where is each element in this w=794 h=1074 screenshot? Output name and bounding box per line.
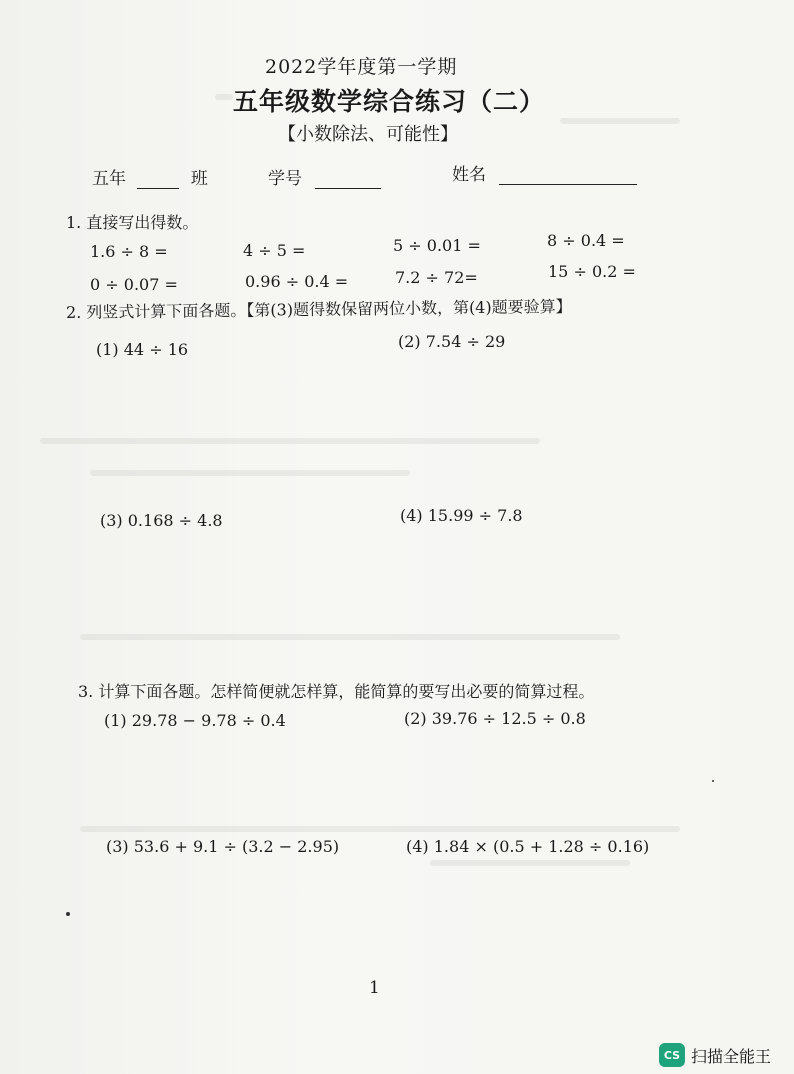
simplify-calc-item: (3) 53.6 + 9.1 ÷ (3.2 − 2.95) xyxy=(106,837,340,856)
vertical-calc-item: (4) 15.99 ÷ 7.8 xyxy=(400,506,523,525)
bleed-through-mark xyxy=(430,860,630,866)
scanner-label: 扫描全能王 xyxy=(691,1046,772,1066)
bleed-through-mark xyxy=(560,118,680,124)
bleed-through-mark xyxy=(80,826,680,832)
oral-calc-item: 8 ÷ 0.4 = xyxy=(547,231,625,250)
oral-calc-item: 1.6 ÷ 8 = xyxy=(90,242,168,261)
name-field xyxy=(452,160,637,185)
student-number-blank[interactable] xyxy=(315,174,381,189)
page-title: 五年级数学综合练习（二） xyxy=(233,87,546,116)
name-blank[interactable] xyxy=(499,170,637,185)
grade-blank[interactable] xyxy=(137,174,179,189)
camscanner-logo-icon: CS xyxy=(659,1043,685,1067)
bleed-through-mark xyxy=(40,438,540,444)
class-label: 班 xyxy=(190,169,208,189)
school-year: 2022学年度第一学期 xyxy=(265,56,458,78)
bleed-through-mark xyxy=(80,634,620,640)
question-2-heading: 2. 列竖式计算下面各题。【第(3)题得数保留两位小数，第(4)题要验算】 xyxy=(65,296,572,322)
grade-field xyxy=(92,164,208,189)
simplify-calc-item: (2) 39.76 ÷ 12.5 ÷ 0.8 xyxy=(404,709,586,728)
simplify-calc-item: (1) 29.78 − 9.78 ÷ 0.4 xyxy=(104,711,286,730)
oral-calc-item: 7.2 ÷ 72= xyxy=(395,268,478,287)
oral-calc-item: 5 ÷ 0.01 = xyxy=(393,236,481,255)
question-1-heading: 1. 直接写出得数。 xyxy=(66,213,199,232)
bleed-through-mark xyxy=(90,470,410,476)
oral-calc-item: 4 ÷ 5 = xyxy=(243,241,306,260)
student-number-label: 学号 xyxy=(268,169,302,189)
question-3-heading: 3. 计算下面各题。怎样简便就怎样算，能简算的要写出必要的简算过程。 xyxy=(78,682,595,701)
vertical-calc-item: (2) 7.54 ÷ 29 xyxy=(398,332,506,351)
name-label: 姓名 xyxy=(452,165,486,185)
vertical-calc-item: (3) 0.168 ÷ 4.8 xyxy=(100,511,223,530)
scan-speck xyxy=(66,912,70,916)
student-number-field xyxy=(268,164,381,189)
vertical-calc-item: (1) 44 ÷ 16 xyxy=(96,340,189,359)
simplify-calc-item: (4) 1.84 × (0.5 + 1.28 ÷ 0.16) xyxy=(406,837,650,856)
page-subtitle: 【小数除法、可能性】 xyxy=(278,124,458,145)
grade-label: 五年 xyxy=(92,169,126,189)
page-number: 1 xyxy=(369,978,380,998)
oral-calc-item: 0.96 ÷ 0.4 = xyxy=(245,272,349,291)
oral-calc-item: 0 ÷ 0.07 = xyxy=(90,275,178,294)
scanner-watermark xyxy=(659,1043,771,1067)
oral-calc-item: 15 ÷ 0.2 = xyxy=(548,262,636,281)
bleed-through-mark xyxy=(215,94,233,100)
scan-speck xyxy=(712,780,714,782)
